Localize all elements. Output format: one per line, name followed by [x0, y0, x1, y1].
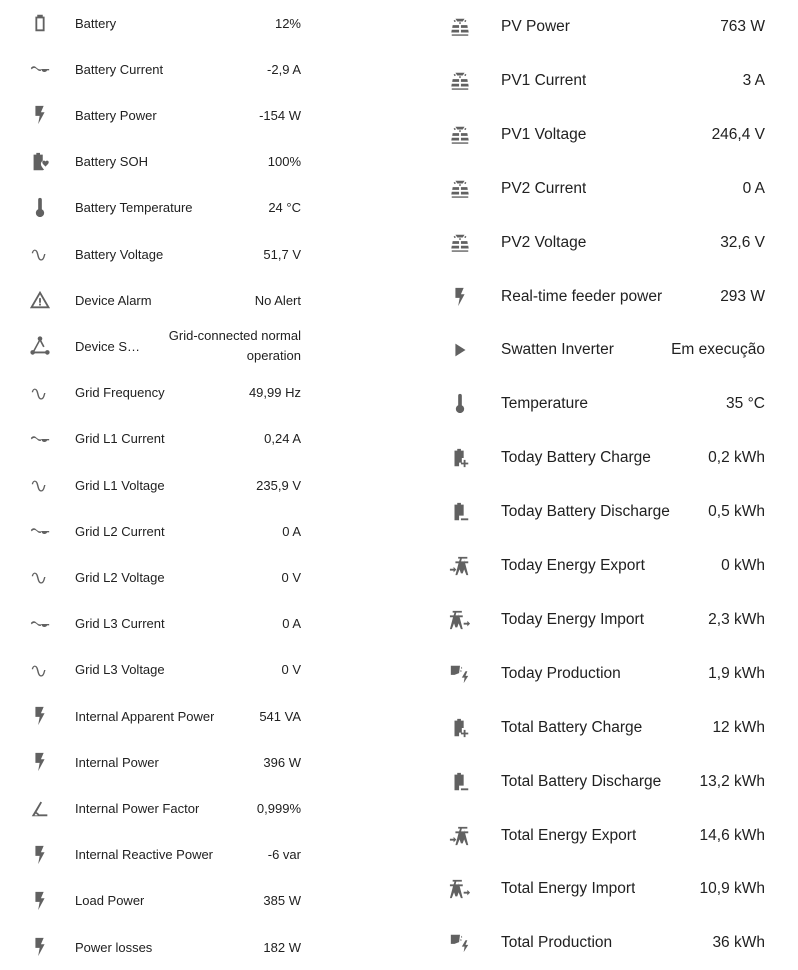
solar-power-icon — [448, 15, 472, 39]
entity-value: 0 A — [742, 179, 765, 197]
entity-value: Em execução — [671, 341, 765, 359]
state-machine-icon — [28, 334, 52, 358]
current-ac-icon — [28, 612, 52, 636]
flash-icon — [448, 285, 472, 309]
sine-wave-icon — [28, 473, 52, 497]
entity-label: Today Energy Export — [501, 557, 645, 574]
entity-value: 385 W — [263, 893, 301, 909]
entity-value: 246,4 V — [711, 125, 765, 143]
flash-icon — [28, 704, 52, 728]
entity-value: -154 W — [259, 107, 301, 123]
entity-value: -6 var — [267, 847, 301, 863]
entity-label: Total Battery Charge — [501, 718, 643, 736]
entity-value: 49,99 Hz — [248, 385, 301, 401]
entity-label: Internal Reactive Power — [75, 847, 214, 863]
entity-row-today-energy-export[interactable] — [430, 539, 798, 593]
entity-row-total-energy-export[interactable] — [430, 809, 798, 863]
entity-row-battery-voltage[interactable] — [0, 231, 320, 277]
entity-value: 1,9 kWh — [708, 664, 765, 682]
entity-row-real-time-feeder-power[interactable] — [430, 270, 798, 324]
entity-value: 35 °C — [726, 395, 765, 413]
entity-value: 0,24 A — [264, 431, 301, 447]
entity-row-total-battery-discharge[interactable] — [430, 755, 798, 809]
battery-heart-icon — [28, 150, 52, 174]
entity-value: 13,2 kWh — [699, 772, 765, 790]
battery-plus-icon — [448, 716, 472, 740]
entity-value: 32,6 V — [720, 233, 765, 251]
entity-label: Grid L2 Current — [75, 523, 165, 539]
entity-value: 2,3 kWh — [708, 610, 765, 628]
entity-label: Internal Power Factor — [75, 800, 200, 816]
entity-row-battery-current[interactable] — [0, 46, 320, 92]
entity-row-grid-l3-voltage[interactable] — [0, 647, 320, 693]
entity-label: Today Production — [501, 664, 621, 682]
flash-icon — [28, 843, 52, 867]
entity-value: 24 °C — [268, 200, 301, 216]
entity-row-device-alarm[interactable] — [0, 277, 320, 323]
entity-row-device-s[interactable] — [0, 323, 320, 369]
thermometer-icon — [448, 392, 472, 416]
entity-value: 12 kWh — [712, 718, 765, 736]
entity-value: 12% — [274, 15, 301, 31]
entity-row-grid-l2-current[interactable] — [0, 508, 320, 554]
entity-label: PV1 Voltage — [501, 125, 587, 143]
battery-plus-icon — [448, 446, 472, 470]
entity-label: Internal Apparent Power — [75, 708, 215, 724]
entity-value: -2,9 A — [267, 61, 301, 77]
thermometer-icon — [28, 196, 52, 220]
entity-label: Grid L1 Current — [75, 431, 165, 447]
entity-row-battery-temperature[interactable] — [0, 185, 320, 231]
entity-value: 0 V — [281, 662, 301, 678]
entity-value: 51,7 V — [263, 246, 301, 262]
entity-value: 36 kWh — [712, 934, 765, 952]
entity-value: 14,6 kWh — [699, 826, 765, 844]
entity-row-load-power[interactable] — [0, 878, 320, 924]
entity-label: Device S… — [75, 338, 141, 354]
entity-value: 100% — [267, 154, 301, 170]
transmission-tower-export-icon — [448, 824, 472, 848]
entity-label: Grid L2 Voltage — [75, 569, 165, 585]
entity-label: Total Energy Import — [501, 880, 636, 898]
entity-row-grid-frequency[interactable] — [0, 370, 320, 416]
entity-row-pv-power[interactable] — [430, 0, 798, 54]
entity-row-grid-l3-current[interactable] — [0, 601, 320, 647]
entity-value: 763 W — [720, 18, 765, 35]
entity-row-internal-power[interactable] — [0, 739, 320, 785]
sine-wave-icon — [28, 242, 52, 266]
entity-row-today-battery-discharge[interactable] — [430, 485, 798, 539]
entity-value: 293 W — [720, 287, 765, 305]
solar-power-icon — [448, 69, 472, 93]
entity-label: Battery SOH — [75, 154, 148, 170]
battery-minus-icon — [448, 770, 472, 794]
entity-value: 0 V — [281, 569, 301, 585]
solar-power-icon — [448, 231, 472, 255]
entity-label: Temperature — [501, 395, 589, 413]
alert-outline-icon — [28, 288, 52, 312]
current-ac-icon — [28, 427, 52, 451]
current-ac-icon — [28, 519, 52, 543]
entity-row-today-battery-charge[interactable] — [430, 431, 798, 485]
sine-wave-icon — [28, 658, 52, 682]
entity-row-battery-soh[interactable] — [0, 139, 320, 185]
flash-icon — [28, 103, 52, 127]
battery-outline-icon — [28, 11, 52, 35]
entity-row-pv2-current[interactable] — [430, 162, 798, 216]
entity-row-power-losses[interactable] — [0, 924, 320, 970]
entity-label: Total Battery Discharge — [501, 772, 662, 790]
entity-label: Battery Power — [75, 107, 157, 123]
entity-label: Swatten Inverter — [501, 341, 614, 359]
entity-row-internal-power-factor[interactable] — [0, 785, 320, 831]
current-ac-icon — [28, 57, 52, 81]
entity-row-today-production[interactable] — [430, 647, 798, 701]
entity-row-today-energy-import[interactable] — [430, 593, 798, 647]
entity-label: Load Power — [75, 893, 145, 909]
transmission-tower-export-icon — [448, 554, 472, 578]
sine-wave-icon — [28, 381, 52, 405]
entity-row-battery[interactable] — [0, 0, 320, 46]
entity-row-pv2-voltage[interactable] — [430, 216, 798, 270]
entity-label: Real-time feeder power — [501, 287, 663, 305]
entity-value: 235,9 V — [256, 477, 301, 493]
entity-label: Today Battery Charge — [501, 449, 651, 467]
entity-label: Grid L3 Current — [75, 616, 165, 632]
entity-row-temperature[interactable] — [430, 377, 798, 431]
entity-label: Power losses — [75, 939, 153, 955]
entity-row-battery-power[interactable] — [0, 92, 320, 138]
entity-row-grid-l2-voltage[interactable] — [0, 554, 320, 600]
entity-row-grid-l1-voltage[interactable] — [0, 462, 320, 508]
entity-label: Grid L3 Voltage — [75, 662, 165, 678]
transmission-tower-import-icon — [448, 608, 472, 632]
entity-label: Today Energy Import — [501, 610, 645, 628]
entity-row-swatten-inverter[interactable] — [430, 323, 798, 377]
entity-label: Device Alarm — [75, 292, 152, 308]
entity-label: Battery Temperature — [75, 200, 193, 216]
entity-row-total-battery-charge[interactable] — [430, 701, 798, 755]
entity-label: Total Energy Export — [501, 826, 637, 844]
entity-value: 0,2 kWh — [708, 449, 765, 467]
entity-row-grid-l1-current[interactable] — [0, 416, 320, 462]
entity-label: Grid L1 Voltage — [75, 477, 165, 493]
entity-row-pv1-voltage[interactable] — [430, 108, 798, 162]
entity-value: 0 kWh — [721, 557, 765, 574]
entity-value: 0 A — [282, 616, 301, 632]
entity-label: PV2 Voltage — [501, 233, 587, 251]
angle-acute-icon — [28, 796, 52, 820]
entity-label: PV Power — [501, 18, 570, 35]
entity-label: PV2 Current — [501, 179, 587, 197]
solar-power-icon — [448, 177, 472, 201]
flash-icon — [28, 750, 52, 774]
entity-label: Battery Current — [75, 61, 164, 77]
solar-panel-flash-icon — [448, 931, 472, 955]
entity-row-internal-reactive-power[interactable] — [0, 832, 320, 878]
entity-value: 541 VA — [259, 708, 301, 724]
entity-row-pv1-current[interactable] — [430, 54, 798, 108]
entity-label: PV1 Current — [501, 71, 587, 89]
entity-value: 10,9 kWh — [699, 880, 765, 898]
entity-label: Battery — [75, 15, 117, 31]
solar-power-icon — [448, 123, 472, 147]
entity-value: 0,5 kWh — [708, 503, 765, 521]
flash-icon — [28, 935, 52, 959]
transmission-tower-import-icon — [448, 877, 472, 901]
entity-value: 182 W — [263, 939, 301, 955]
entity-label: Total Production — [501, 934, 613, 952]
play-icon — [448, 338, 472, 362]
solar-panel-flash-icon — [448, 662, 472, 686]
entity-value: Grid-connected normal operation — [168, 328, 301, 364]
entity-row-internal-apparent-power[interactable] — [0, 693, 320, 739]
entity-label: Grid Frequency — [75, 385, 165, 401]
battery-minus-icon — [448, 500, 472, 524]
entity-value: 0 A — [282, 523, 301, 539]
entity-label: Internal Power — [75, 754, 159, 770]
entity-value: 396 W — [263, 754, 301, 770]
entity-label: Today Battery Discharge — [501, 503, 670, 521]
entity-row-total-energy-import[interactable] — [430, 862, 798, 916]
entity-label: Battery Voltage — [75, 246, 164, 262]
sine-wave-icon — [28, 565, 52, 589]
entity-value: 0,999% — [256, 800, 301, 816]
flash-icon — [28, 889, 52, 913]
entity-value: 3 A — [742, 71, 765, 89]
entity-value: No Alert — [254, 292, 301, 308]
entity-row-total-production[interactable] — [430, 916, 798, 970]
